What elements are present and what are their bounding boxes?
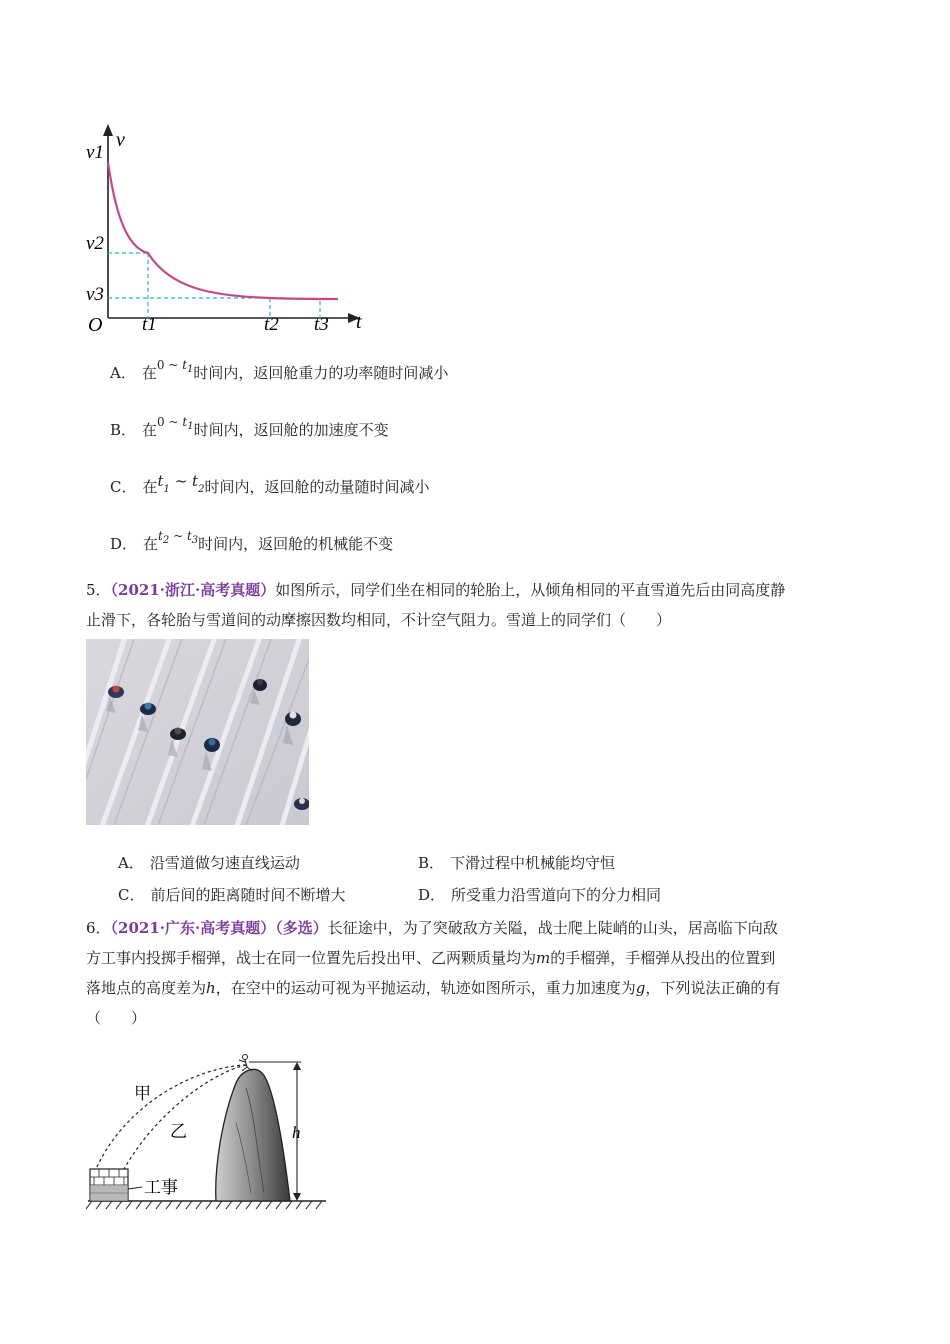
q5-stem-line1: 5．（2021·浙江·高考真题）如图所示，同学们坐在相同的轮胎上，从倾角相同的平直雪道先后由同高度静 [86,581,786,599]
multi-select-tag: （多选） [275,919,328,937]
option-letter: B． [418,854,445,872]
axis-v-label: v [116,129,125,151]
grenade-figure [86,1043,336,1215]
time-range: 0 ~ t1 [157,415,194,432]
q5-option-b[interactable]: B． 下滑过程中机械能均守恒 [418,854,616,872]
label-jia: 甲 [134,1084,151,1103]
q4-option-d[interactable]: D． 在$^{t_2 \sim t_3}$时间内，返回舱的机械能不变 [110,529,394,553]
option-letter: A． [118,854,144,872]
label-gongshi: 工事 [144,1178,178,1197]
soldier-icon [239,1055,252,1072]
velocity-time-graph [80,118,380,340]
q6-stem-line4: （ ） [86,1009,147,1027]
x-label-t3: t3 [314,314,329,335]
q6-stem-line2: 方工事内投掷手榴弹，战士在同一位置先后投出甲、乙两颗质量均为m的手榴弹，手榴弹从投出的位置到 [86,949,776,967]
q5-option-d[interactable]: D． 所受重力沿雪道向下的分力相同 [418,886,662,904]
option-letter: C． [118,886,145,904]
source-badge: （2021·浙江·高考真题） [110,581,276,599]
time-range: $t_1$ ~ $t_2$ [157,472,205,495]
option-letter: B． [110,421,137,439]
y-label-v3: v3 [86,284,104,305]
x-label-t2: t2 [264,314,279,335]
q5-option-a[interactable]: A． 沿雪道做匀速直线运动 [118,854,300,872]
q4-option-a[interactable]: A． 在$^{0 \sim t_1}$时间内，返回舱重力的功率随时间减小 [110,358,449,382]
label-h: h [292,1123,301,1142]
label-yi: 乙 [170,1122,187,1141]
x-label-t1: t1 [142,314,157,335]
option-letter: D． [110,535,138,553]
q5-stem-line2: 止滑下，各轮胎与雪道间的动摩擦因数均相同，不计空气阻力。雪道上的同学们（ ） [86,611,672,629]
time-range: 0 ~ t1 [156,358,194,375]
q4-option-b[interactable]: B． 在$^{0 \sim t_1}$时间内，返回舱的加速度不变 [110,415,389,439]
time-range: t2 ~ t3 [158,529,199,546]
option-letter: C． [110,478,137,496]
q4-option-c[interactable]: C． 在$t_1$ ~ $t_2$时间内，返回舱的动量随时间减小 [110,472,430,496]
v-axis-arrow [103,124,113,136]
option-letter: D． [418,886,446,904]
origin-label: O [88,314,103,336]
q6-stem [86,913,866,1033]
velocity-curve [108,162,338,299]
q5-stem [86,575,866,635]
y-label-v2: v2 [86,233,104,254]
axis-t-label: t [356,311,362,333]
option-letter: A． [110,364,136,382]
q6-stem-line1: 6．（2021·广东·高考真题）（多选）长征途中，为了突破敌方关隘，战士爬上陡峭的山头，居高临下向敌 [86,919,778,937]
q6-stem-line3: 落地点的高度差为h，在空中的运动可视为平抛运动，轨迹如图所示，重力加速度为g，下列说法正确的有 [86,979,781,997]
q5-option-c[interactable]: C． 前后间的距离随时间不断增大 [118,886,346,904]
y-label-v1: v1 [86,142,104,163]
bunker [90,1169,128,1201]
snow-tubing-photo [86,639,309,825]
rock-peak [216,1069,290,1201]
source-badge: （2021·广东·高考真题） [110,919,276,937]
